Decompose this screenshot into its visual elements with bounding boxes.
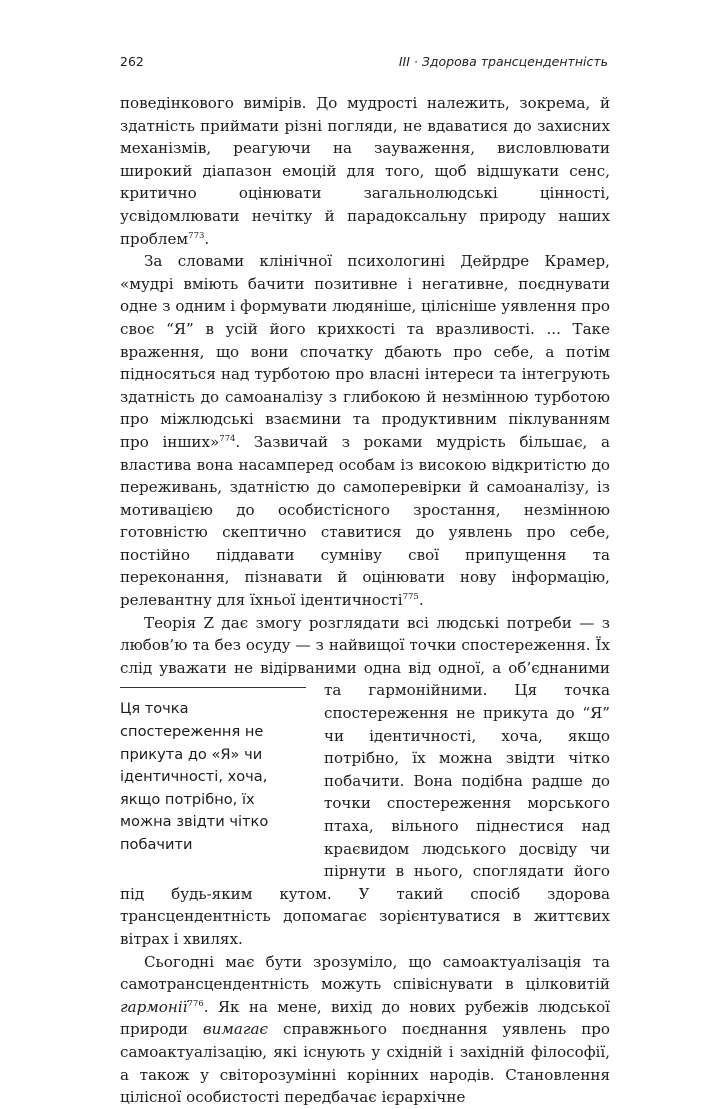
paragraph-1-text: поведінкового вимірів. До мудрості належить, зокрема, й здатність приймати різні погляди, не вдаватися до захисних механізмів, реагуючи на зауваження, висловлювати широкий діапазон емоцій для того, щоб відшукати сенс, критично оцінювати загальнолюдські цінності, усвідомлювати нечітку й парадоксальну природу наших проблем	[120, 94, 610, 248]
footnote-ref-773: 773	[188, 230, 205, 241]
paragraph-2-text-b: . Зазвичай з роками мудрість більшає, а властива вона насамперед особам із високою відкритістю до переживань, здатністю до самоперевірки й самоаналізу, із мотивацією до особистісного зростання, незмінною готовністю скептично ставитися до уявлень про себе, постійно піддавати сумніву свої припущення та переконання, пізнавати й оцінювати нову інформацію, релевантну для їхньої ідентичності	[120, 432, 610, 610]
paragraph-1	[120, 92, 610, 250]
page-number: 262	[120, 54, 144, 69]
paragraph-3	[120, 612, 610, 951]
footnote-ref-776: 776	[187, 998, 204, 1009]
emphasis-harmony: гармонії	[120, 997, 188, 1016]
body-text	[120, 92, 610, 1109]
paragraph-4-text-c: справжнього поєднання уявлень про самоактуалізацію, які існують у східній і західній філософії, а також у світорозумінні корінних народів. Становлення цілісної особистості передбачає ієрархічне	[120, 1020, 610, 1107]
paragraph-2-text-a: За словами клінічної психологині Дейрдре Крамер, «мудрі вміють бачити позитивне і негативне, поєднувати одне з одним і формувати людяніше, цілісніше уявлення про своє “Я” в усій його крихкості та вразливості. ... Таке враження, що вони спочатку дбають про себе, а потім підносяться над турботою про власні інтереси та інтегрують здатність до самоаналізу з глибокою й незмінною турботою про міжлюдські взаємини та продуктивним піклуванням про інших»	[120, 252, 610, 451]
paragraph-4-text-b: . Як на мене, вихід до нових рубежів людської природи	[120, 997, 610, 1039]
paragraph-2-tail: .	[418, 591, 424, 610]
paragraph-4-text-a: Сьогодні має бути зрозуміло, що самоактуалізація та самотрансцендентність можуть співіснувати в цілковитій	[120, 952, 610, 994]
footnote-ref-774: 774	[219, 433, 236, 444]
paragraph-2	[120, 250, 610, 612]
paragraph-4	[120, 951, 610, 1109]
running-header	[120, 54, 608, 69]
pull-quote: Ця точка спостереження не прикута до «Я» чи ідентичності, хоча, якщо потрібно, їх можна звідти чітко побачити	[120, 687, 306, 856]
paragraph-3-text-b: точка спостереження не прикута до “Я” чи ідентичності, хоча, якщо потрібно, їх можна звідти чітко побачити. Вона подібна радше до точки спостереження морського птаха, вільного піднестися над краєвидом людського досвіду чи пірнути в нього, споглядати його під будь-яким кутом. У такий спосіб здорова трансцендентність допомагає зорієнтуватися в життєвих вітрах і хвилях.	[120, 681, 610, 948]
paragraph-1-tail: .	[204, 229, 210, 248]
emphasis-requires: вимагає	[202, 1020, 268, 1039]
running-title: III · Здорова трансцендентність	[398, 54, 608, 69]
footnote-ref-775: 775	[402, 592, 419, 603]
paragraph-3-text-a: Теорія Z дає змогу розглядати всі людські потреби — з любов’ю та без осуду — з найвищої точки спостереження. Їх слід уважати не відірваними одна від одної, а об’єднаними та гармонійними. Ця	[120, 613, 610, 700]
